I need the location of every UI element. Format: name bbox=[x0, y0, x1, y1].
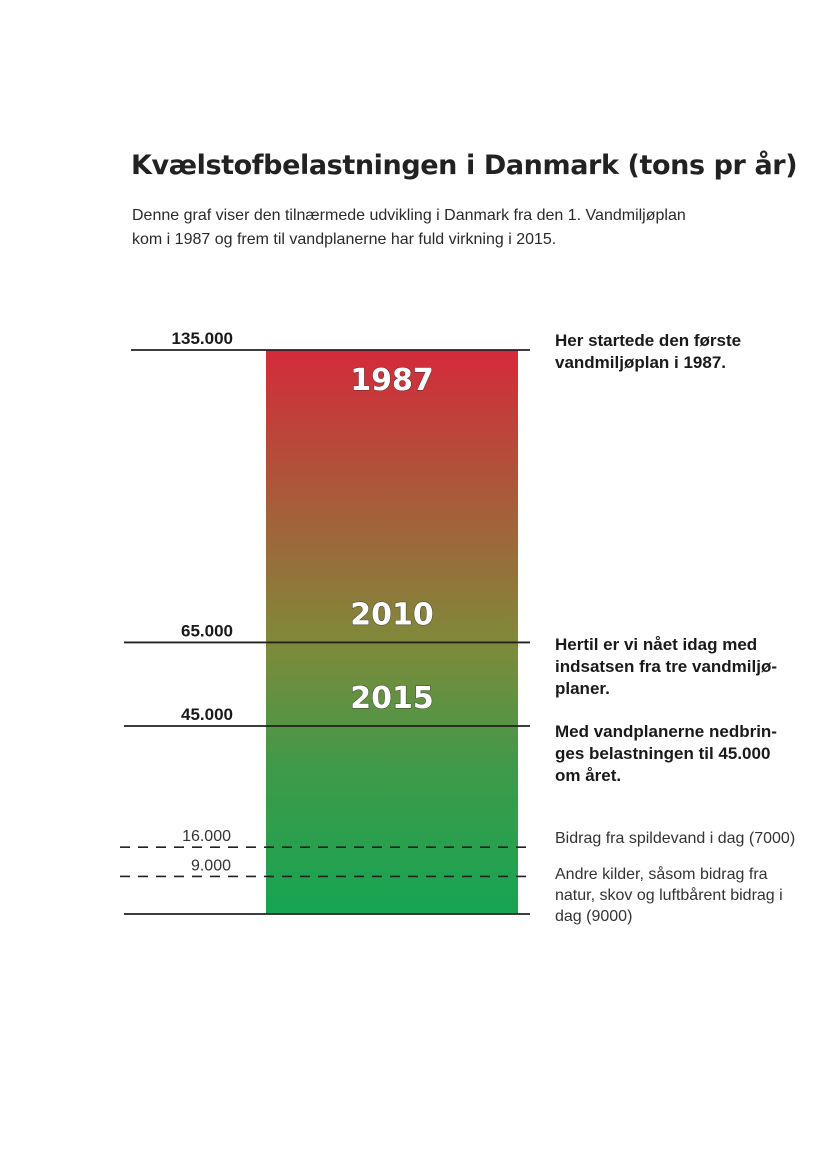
level-label: 9.000 bbox=[190, 857, 231, 875]
annotation-line: Hertil er vi nået idag med bbox=[555, 635, 758, 654]
annotation-line: planer. bbox=[555, 679, 610, 698]
year-label: 1987 bbox=[350, 363, 434, 398]
annotation-line: Her startede den første bbox=[555, 331, 742, 350]
page-title: Kvælstofbelastningen i Danmark (tons pr år) bbox=[131, 150, 798, 181]
annotation-2015 bbox=[555, 721, 805, 787]
annotation-line: indsatsen fra tre vandmiljø- bbox=[555, 657, 777, 676]
annotation-16000 bbox=[555, 828, 805, 849]
year-label: 2015 bbox=[350, 681, 434, 716]
annotation-line: om året. bbox=[555, 766, 622, 785]
level-label: 65.000 bbox=[181, 621, 233, 641]
level-label: 16.000 bbox=[182, 828, 231, 846]
year-label: 2010 bbox=[350, 597, 434, 633]
annotation-line: natur, skov og luftbårent bidrag i bbox=[555, 887, 783, 904]
annotation-2010 bbox=[555, 634, 805, 700]
subtitle-line: kom i 1987 og frem til vandplanerne har fuld virkning i 2015. bbox=[132, 231, 557, 248]
annotation-line: Med vandplanerne nedbrin- bbox=[555, 722, 777, 741]
annotation-9000 bbox=[555, 864, 805, 927]
annotation-line: Andre kilder, såsom bidrag fra bbox=[555, 866, 768, 883]
annotation-line: Bidrag fra spildevand i dag (7000) bbox=[555, 830, 796, 847]
annotation-line: dag (9000) bbox=[555, 908, 633, 925]
annotation-line: vandmiljøplan i 1987. bbox=[555, 353, 727, 372]
level-label: 135.000 bbox=[171, 329, 233, 348]
annotation-1987 bbox=[555, 330, 805, 374]
annotation-line: ges belastningen til 45.000 bbox=[555, 744, 771, 763]
level-label: 45.000 bbox=[181, 705, 233, 724]
subtitle-line: Denne graf viser den tilnærmede udvikling i Danmark fra den 1. Vandmiljøplan bbox=[132, 207, 686, 224]
